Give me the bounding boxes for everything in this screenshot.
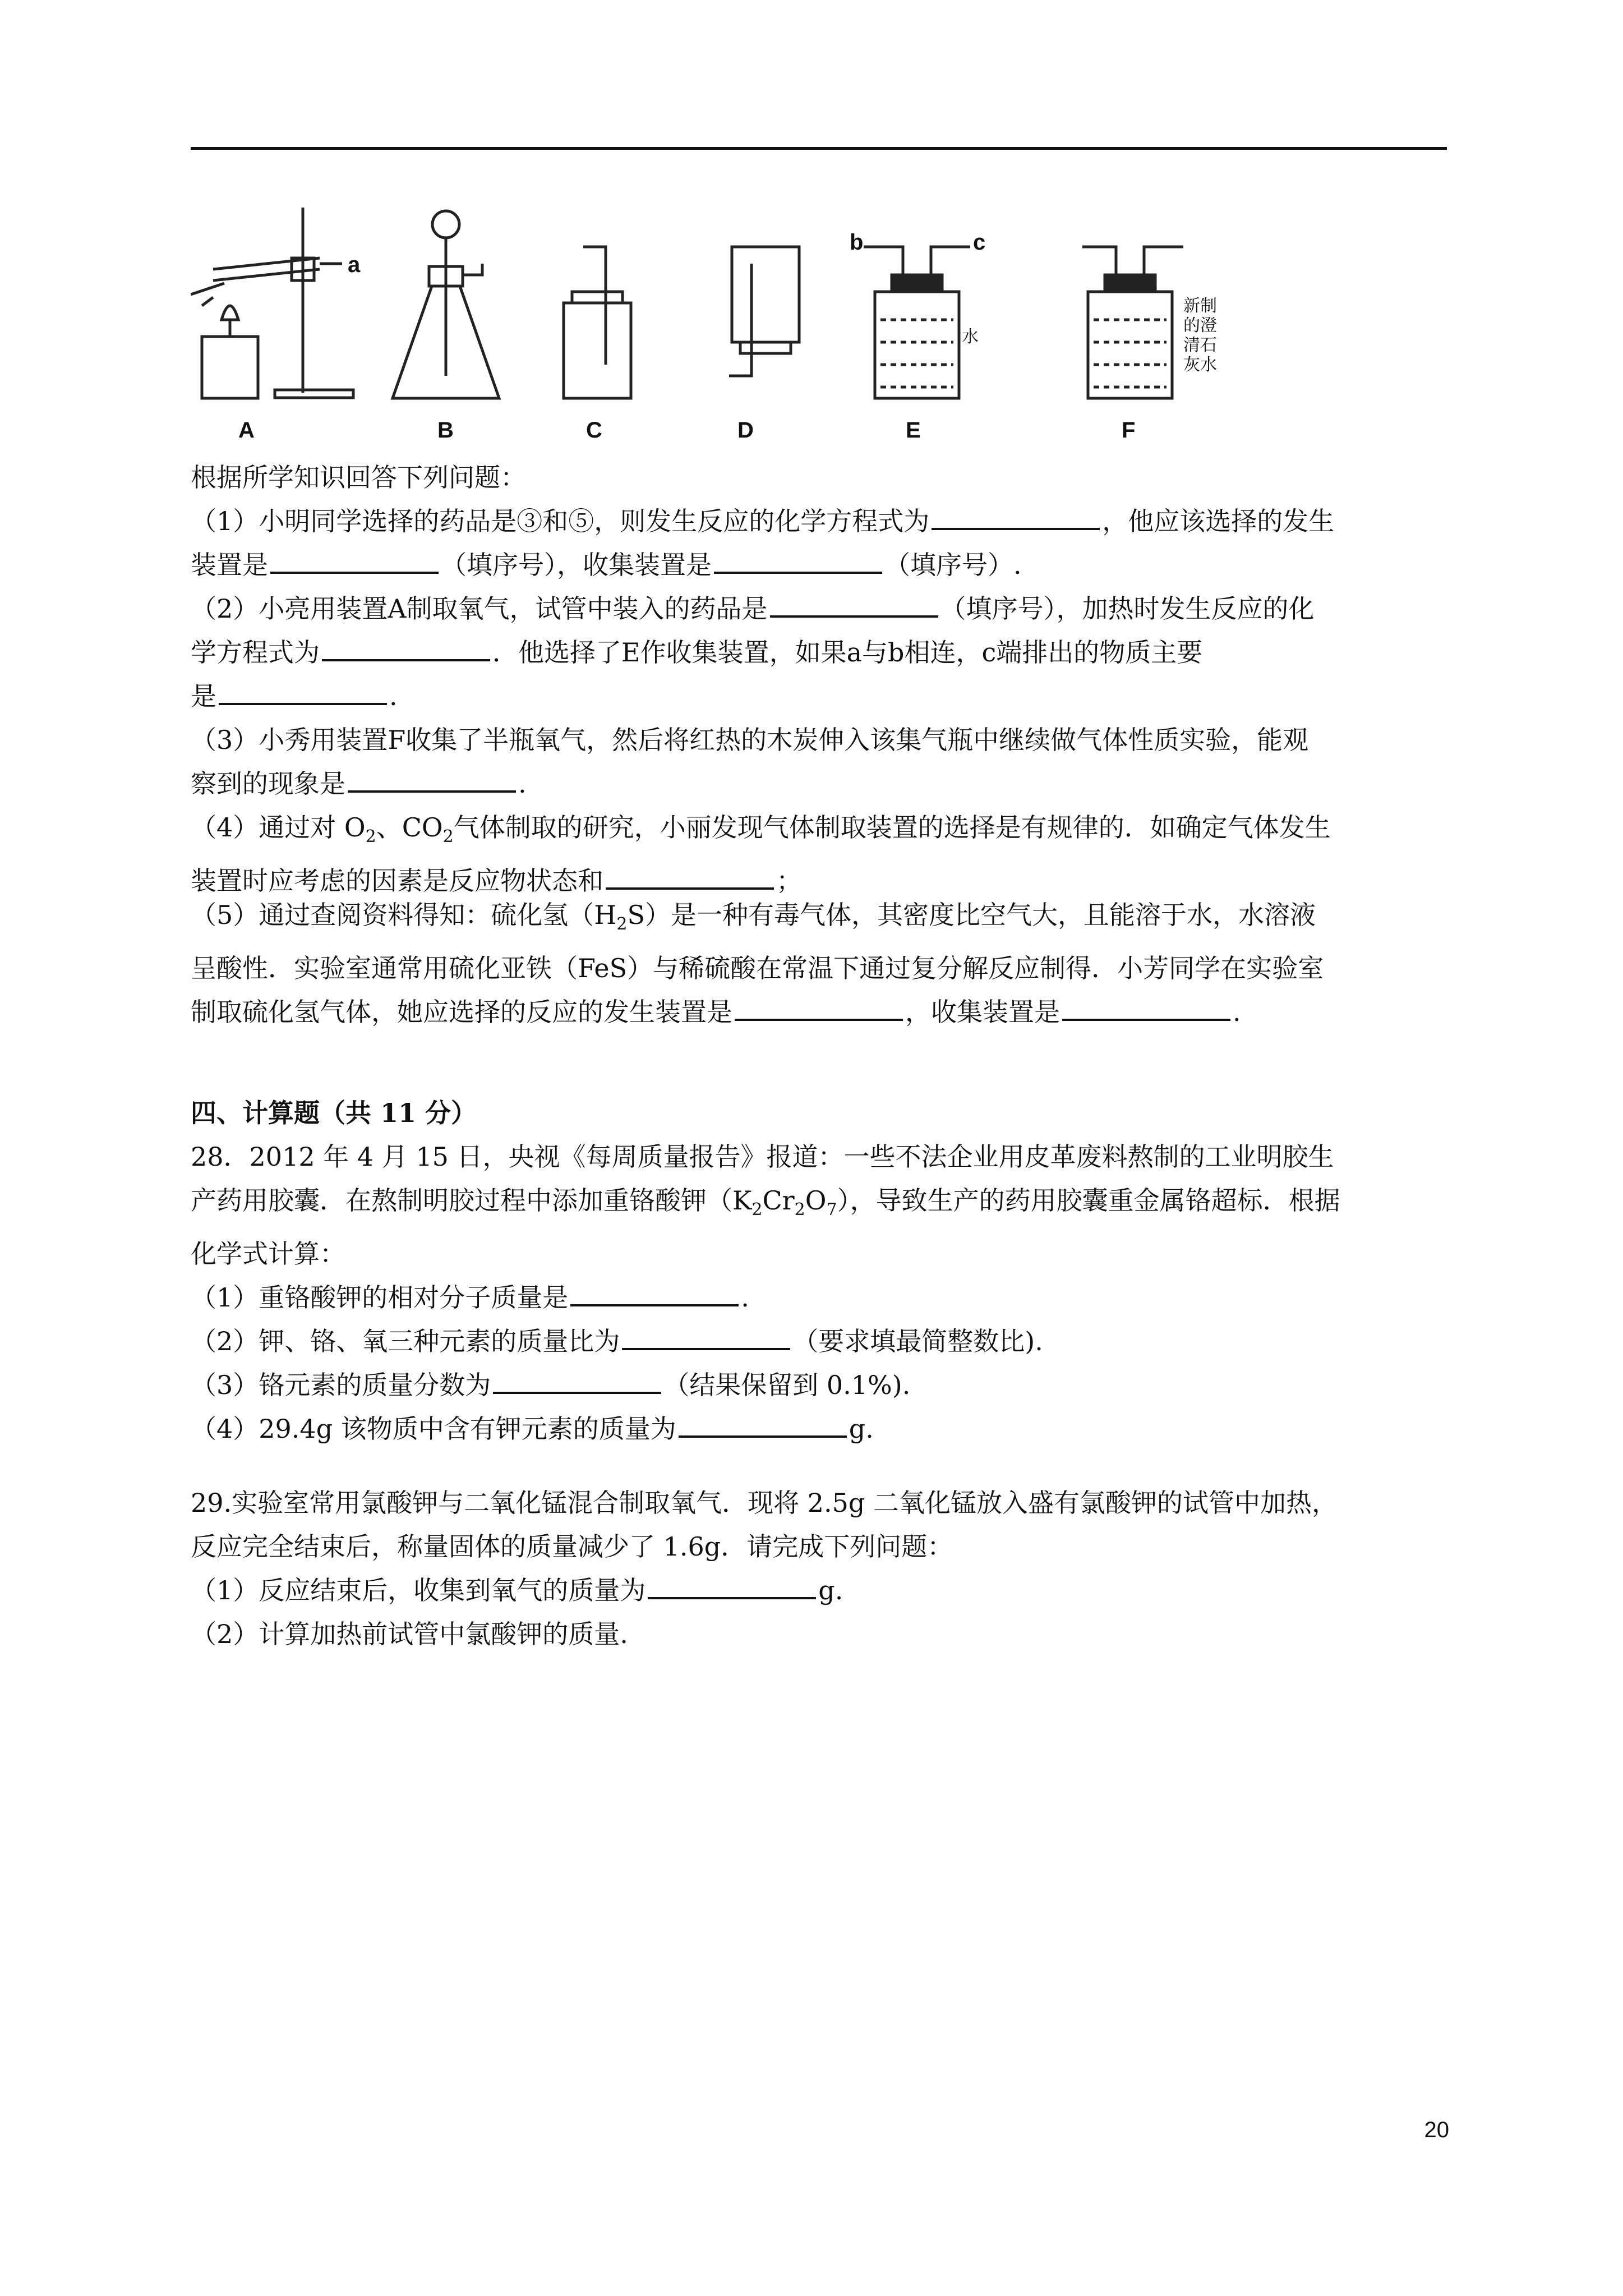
apparatus-e-drawing (864, 247, 970, 398)
answer-blank[interactable] (622, 1326, 790, 1350)
answer-blank[interactable] (493, 1369, 661, 1394)
port-a-label: a (348, 252, 361, 277)
limewater-label-2: 的澄 (1183, 316, 1217, 335)
answer-blank[interactable] (714, 549, 882, 574)
answer-blank[interactable] (1062, 996, 1230, 1021)
answer-blank[interactable] (219, 680, 387, 705)
port-c-label: c (973, 230, 986, 255)
answer-blank[interactable] (770, 593, 938, 618)
water-label: 水 (962, 327, 979, 347)
q2: （2）小亮用装置A制取氧气，试管中装入的药品是 （填序号），加热时发生反应的化 学方程式为 ．他选择了E作收集装置，如果a与b相连，c端排出的物质主要 是 . (191, 593, 1315, 711)
limewater-label-3: 清石 (1183, 335, 1217, 355)
q3: （3）小秀用装置F收集了半瓶氧气，然后将红热的木炭伸入该集气瓶中继续做气体性质实验，能观 察到的现象是 . (191, 725, 1309, 799)
label-f: F (1122, 418, 1136, 443)
q1: （1）小明同学选择的药品是③和⑤，则发生反应的化学方程式为 ，他应该选择的发生 装置是 （填序号），收集装置是 （填序号）. (191, 506, 1335, 580)
answer-blank[interactable] (648, 1575, 816, 1599)
label-b: B (437, 418, 454, 443)
answer-blank[interactable] (270, 549, 439, 574)
label-d: D (737, 418, 754, 443)
intro-line: 根据所学知识回答下列问题： (191, 462, 526, 493)
answer-blank[interactable] (570, 1282, 739, 1306)
section-heading: 四、计算题（共 11 分） (191, 1098, 477, 1128)
answer-blank[interactable] (735, 996, 903, 1021)
port-b-label: b (850, 230, 864, 255)
header-rule (191, 147, 1447, 150)
label-a: A (238, 418, 255, 443)
apparatus-c-drawing (564, 247, 631, 398)
apparatus-figure (191, 191, 1447, 449)
answer-blank[interactable] (348, 768, 516, 793)
q5: （5）通过查阅资料得知：硫化氢$(H_2S)$是一种有毒气体，其密度比空气大，且能溶于水，水溶液 呈酸性．实验室通常用硫化亚铁（FeS）与稀硫酸在常温下通过复分解反应制得．小芳同学在实验室 制取硫化氢气体，她应选择的反应的发生装置是 ，收集装置是 . (191, 900, 1324, 1028)
answer-blank[interactable] (932, 505, 1100, 530)
label-e: E (906, 418, 921, 443)
q4: （4）通过对 $O_2$、$CO_2$气体制取的研究，小丽发现气体制取装置的选择是有规律的．如确定气体发生 装置时应考虑的因素是反应物状态和 ； (191, 812, 1331, 896)
answer-blank[interactable] (322, 637, 490, 661)
answer-blank[interactable] (606, 865, 774, 890)
label-c: C (586, 418, 602, 443)
q29: 29.实验室常用氯酸钾与二氧化锰混合制取氧气．现将 2.5g 二氧化锰放入盛有氯酸钾的试管中加热， 反应完全结束后，称量固体的质量减少了 1.6g．请完成下列问题： （1）反应结束后，收集到氧气的质量为 g. （2）计算加热前试管中氯酸钾的质量. (191, 1488, 1338, 1649)
q28: 28．2012 年 4 月 15 日，央视《每周质量报告》报道：一些不法企业用皮革废料熬制的工业明胶生 产药用胶囊．在熬制明胶过程中添加重铬酸钾$(K_2Cr_2O_7)$，导致生产的药用胶囊重金属铬超标．根据 化学式计算： （1）重铬酸钾的相对分子质量是 . （2）钾、铬、氧三种元素的质量比为 （要求填最简整数比). （3）铬元素的质量分数为 （结果保留到 0.1%). （4）29.4g 该物质中含有钾元素的质量为 g. (191, 1142, 1340, 1444)
limewater-label-1: 新制 (1183, 296, 1217, 316)
page-number: 20 (1424, 2118, 1449, 2142)
apparatus-a-drawing (191, 208, 353, 398)
apparatus-d-drawing (729, 247, 799, 376)
limewater-label-4: 灰水 (1183, 355, 1217, 375)
apparatus-f-drawing (1082, 247, 1183, 398)
apparatus-b-drawing (393, 211, 499, 398)
answer-blank[interactable] (679, 1413, 847, 1438)
